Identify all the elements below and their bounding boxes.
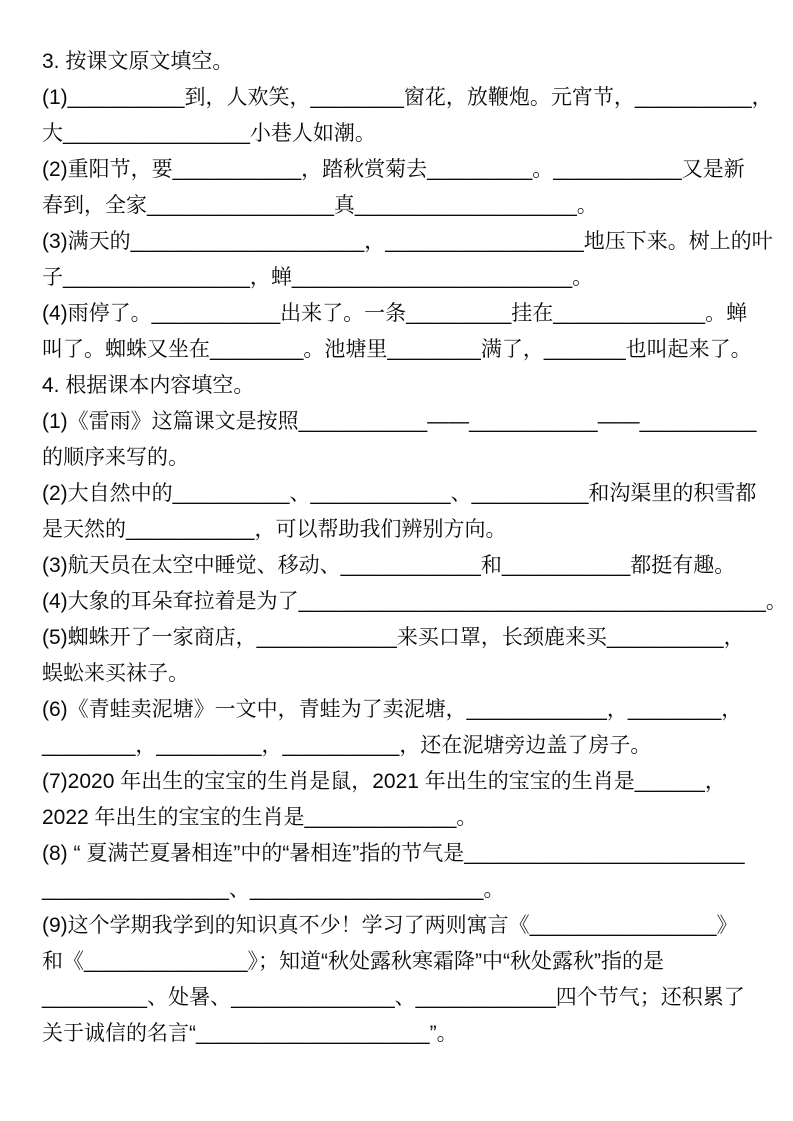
s4-q8-line2: ________________、____________________。 (42, 878, 505, 901)
s4-q1-line1: (1)《雷雨》这篇课文是按照___________——___________——__________ (42, 410, 757, 433)
s3-q1-line2: 大________________小巷人如潮。 (42, 122, 376, 145)
s4-q6-line1: (6)《青蛙卖泥塘》一文中，青蛙为了卖泥塘，____________，________， (42, 698, 743, 721)
s4-q9-line1: (9)这个学期我学到的知识真不少！学习了两则寓言《________________》 (42, 914, 738, 937)
s4-q2-line1: (2)大自然中的__________、____________、__________和沟渠里的积雪都 (42, 482, 757, 505)
s4-q7-line1: (7)2020 年出生的宝宝的生肖是鼠，2021 年出生的宝宝的生肖是______， (42, 770, 726, 793)
s3-q2-line1: (2)重阳节，要___________，踏秋赏菊去_________。___________又是新 (42, 158, 745, 181)
s4-q9-line3: _________、处暑、______________、____________四个节气；还积累了 (42, 986, 745, 1009)
s4-q8-line1: (8) “ 夏满芒夏暑相连”中的“暑相连”指的节气是________________________ (42, 842, 745, 865)
s3-q1-line1: (1)__________到，人欢笑，________窗花，放鞭炮。元宵节，__________， (42, 86, 773, 109)
section4-heading: 4. 根据课本内容填空。 (42, 374, 255, 397)
s4-q4-line1: (4)大象的耳朵耷拉着是为了________________________________________。 (42, 590, 787, 613)
s4-q9-line4: 关于诚信的名言“____________________”。 (42, 1022, 458, 1045)
s3-q4-line1: (4)雨停了。___________出来了。一条_________挂在_____________。蝉 (42, 302, 748, 325)
s4-q3-line1: (3)航天员在太空中睡觉、移动、____________和___________都挺有趣。 (42, 554, 736, 577)
s4-q5-line2: 蜈蚣来买袜子。 (42, 662, 189, 685)
s4-q5-line1: (5)蜘蛛开了一家商店，____________来买口罩，长颈鹿来买__________， (42, 626, 745, 649)
s3-q4-line2: 叫了。蜘蛛又坐在________。池塘里________满了，_______也叫起来了。 (42, 338, 752, 361)
s4-q2-line2: 是天然的___________，可以帮助我们辨别方向。 (42, 518, 507, 541)
s3-q2-line2: 春到，全家________________真___________________。 (42, 194, 598, 217)
s4-q6-line2: ________，_________，__________，还在泥塘旁边盖了房子。 (42, 734, 652, 757)
s3-q3-line1: (3)满天的____________________，_________________地压下来。树上的叶 (42, 230, 773, 253)
s4-q7-line2: 2022 年出生的宝宝的生肖是_____________。 (42, 806, 478, 829)
section3-heading: 3. 按课文原文填空。 (42, 50, 234, 73)
s4-q9-line2: 和《______________》；知道“秋处露秋寒霜降”中“秋处露秋”指的是 (42, 950, 664, 973)
s3-q3-line2: 子________________，蝉________________________。 (42, 266, 594, 289)
s4-q1-line2: 的顺序来写的。 (42, 446, 189, 469)
